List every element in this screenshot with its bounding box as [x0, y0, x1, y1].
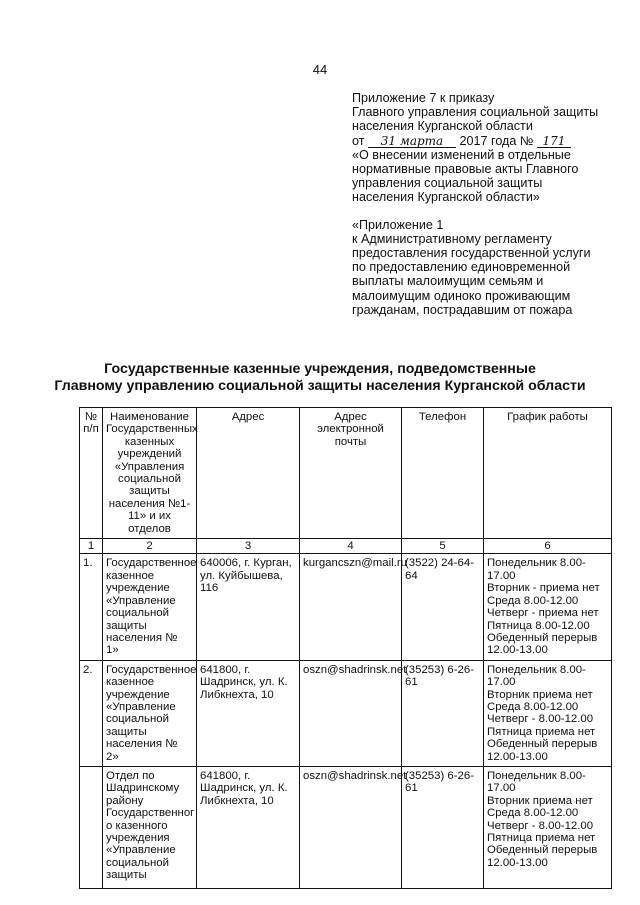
row-name: Государственное казенное учреждение «Управление социальной защиты населения № 1» [103, 554, 197, 660]
annex-line: по предоставлению единовременной [352, 260, 571, 275]
column-number: 2 [103, 539, 197, 554]
schedule-line: Вторник приема нет [487, 794, 593, 807]
date-suffix: 2017 года № [459, 133, 534, 148]
column-number: 6 [484, 539, 612, 554]
row-email: kurgancszn@mail.ru [300, 554, 402, 660]
row-address: 641800, г. Шадринск, ул. К. Либкнехта, 10 [197, 766, 300, 888]
schedule-line: Пятница 8.00-12.00 [487, 619, 590, 632]
schedule-line: Понедельник 8.00-17.00 [487, 557, 586, 582]
order-title-line: управления социальной защиты [352, 176, 543, 191]
schedule-line: Среда 8.00-12.00 [487, 594, 579, 607]
document-title-line: Государственные казенные учреждения, подведомственные [104, 361, 536, 377]
order-title-line: «О внесении изменений в отдельные [352, 147, 571, 162]
annex-line: к Административному регламенту [352, 231, 552, 246]
header-name: Наименование Государственных казенных учреждений «Управления социальной защиты населения №1-11» и их отделов [103, 408, 197, 539]
appendix-line: Главного управления социальной защиты [352, 105, 599, 120]
schedule-line: Среда 8.00-12.00 [487, 807, 579, 820]
document-title-line: Главному управлению социальной защиты населения Курганской области [54, 377, 586, 394]
schedule-line: Понедельник 8.00-17.00 [487, 769, 586, 795]
schedule-line: Вторник - приема нет [487, 582, 600, 595]
header-email: Адрес электронной почты [300, 408, 402, 539]
table-header-row [80, 408, 612, 539]
row-phone: (35253) 6-26-61 [402, 766, 484, 888]
appendix-line: Приложение 7 к приказу [352, 91, 495, 105]
table-row [80, 660, 612, 766]
annex-line: гражданам, пострадавшим от пожара [352, 302, 573, 317]
row-name: Государственное казенное учреждение «Управление социальной защиты населения № 2» [103, 660, 197, 766]
appendix-line: населения Курганской области [352, 119, 533, 134]
order-date-line [352, 134, 614, 148]
row-num: 1. [80, 554, 103, 660]
handwritten-number: 171 [537, 135, 571, 148]
column-number: 1 [80, 539, 103, 554]
row-schedule [484, 660, 612, 766]
schedule-line: Среда 8.00-12.00 [487, 700, 579, 713]
header-schedule: График работы [484, 408, 612, 539]
row-num: 2. [80, 660, 103, 766]
row-address: 641800, г. Шадринск, ул. К. Либкнехта, 10 [197, 660, 300, 766]
annex-line: малоимущим одиноко проживающим [352, 288, 571, 303]
schedule-line: Пятница приема нет [487, 725, 596, 738]
schedule-line: Пятница приема нет [487, 832, 596, 844]
schedule-line: Обеденный перерыв 12.00-13.00 [487, 738, 598, 763]
document-title [40, 361, 600, 394]
schedule-line: Четверг - приема нет [487, 607, 599, 620]
annex-line: «Приложение 1 [352, 217, 444, 232]
row-schedule [484, 766, 612, 888]
schedule-line: Четверг - 8.00-12.00 [487, 819, 594, 832]
row-email: oszn@shadrinsk.net [300, 660, 402, 766]
table-row [80, 766, 612, 888]
date-prefix: от [352, 133, 365, 148]
row-schedule [484, 554, 612, 660]
row-address: 640006, г. Курган, ул. Куйбышева, 116 [197, 554, 300, 660]
annex-line: выплаты малоимущим семьям и [352, 274, 544, 289]
institutions-table [79, 407, 612, 889]
schedule-line: Вторник приема нет [487, 688, 593, 701]
column-number: 3 [197, 539, 300, 554]
handwritten-date: 31 марта [368, 135, 456, 148]
schedule-line: Обеденный перерыв 12.00-13.00 [487, 631, 598, 657]
appendix-block [352, 91, 614, 317]
column-number: 5 [402, 539, 484, 554]
header-address: Адрес [197, 408, 300, 539]
schedule-line: Четверг - 8.00-12.00 [487, 713, 594, 726]
order-title-line: нормативные правовые акты Главного [352, 162, 579, 177]
header-phone: Телефон [402, 408, 484, 539]
table-row [80, 554, 612, 660]
column-number-row [80, 539, 612, 554]
header-num: № п/п [80, 408, 103, 539]
schedule-line: Понедельник 8.00-17.00 [487, 663, 586, 689]
row-phone: (35253) 6-26-61 [402, 660, 484, 766]
row-num [80, 766, 103, 888]
order-title-line: населения Курганской области» [352, 190, 540, 205]
row-phone: (3522) 24-64-64 [402, 554, 484, 660]
column-number: 4 [300, 539, 402, 554]
page-number: 44 [312, 62, 328, 77]
row-email: oszn@shadrinsk.net [300, 766, 402, 888]
annex-line: предоставления государственной услуги [352, 246, 591, 261]
row-name: Отдел по Шадринскому району Государственног о казенного учреждения «Управление социальной защиты [103, 766, 197, 888]
schedule-line: Обеденный перерыв 12.00-13.00 [487, 844, 598, 869]
